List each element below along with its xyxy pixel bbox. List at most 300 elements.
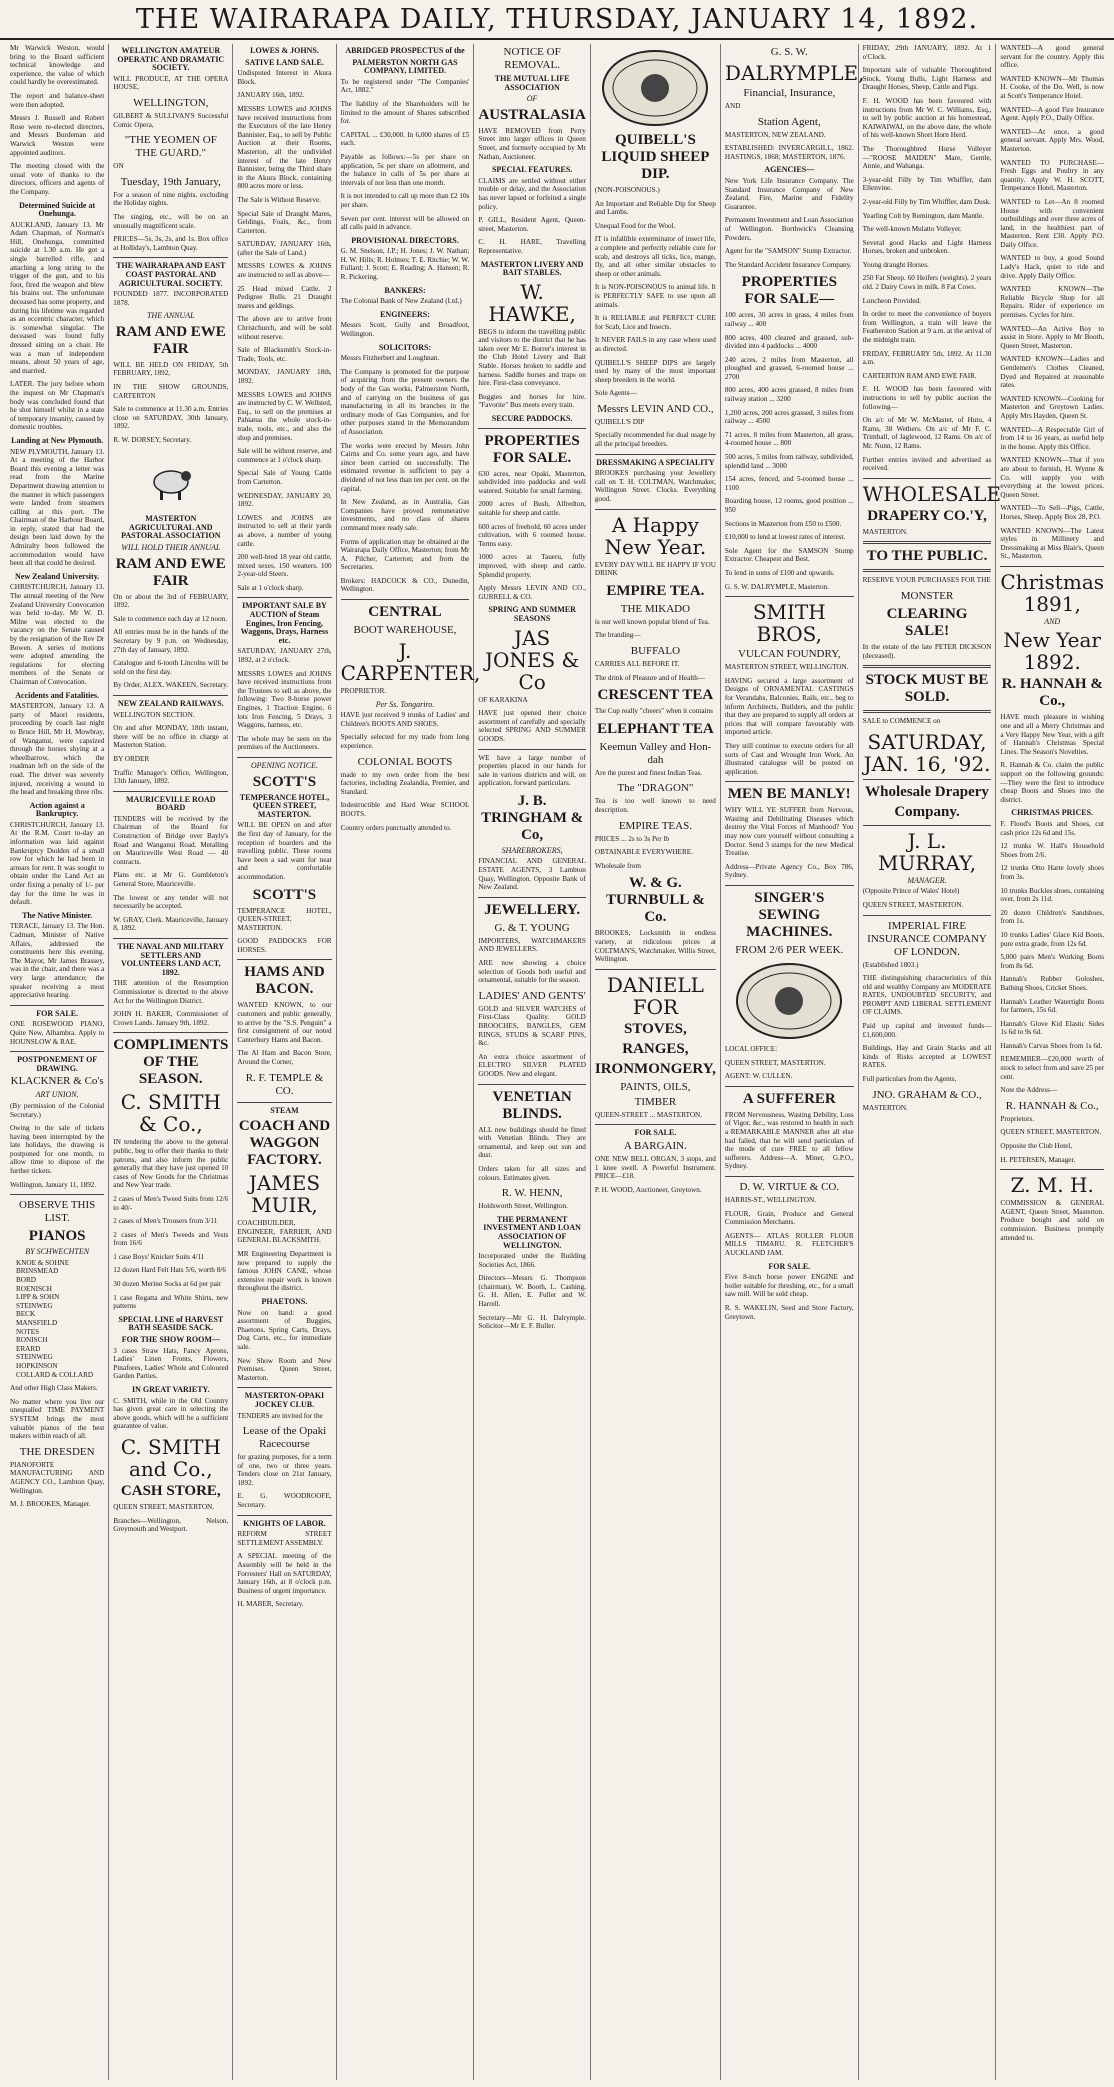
- paragraph: [863, 239, 992, 256]
- paragraph: [595, 631, 716, 640]
- paragraph: [237, 1492, 331, 1509]
- sub-display-heading: Tuesday, 19th January,: [120, 175, 221, 188]
- paragraph: [725, 1196, 854, 1205]
- paragraph: [1000, 1042, 1104, 1051]
- paragraph: £10,000 to lend at lowest rates of interest.: [724, 533, 846, 542]
- large-display-heading: SMITH BROS,: [752, 600, 826, 647]
- subheading: OPENING NOTICE.: [250, 760, 319, 770]
- paragraph: The branding—: [594, 631, 641, 640]
- paragraph: BY ORDER: [113, 754, 150, 763]
- paragraph: [595, 674, 716, 683]
- paragraph: [595, 769, 716, 778]
- paragraph: [1000, 1199, 1104, 1242]
- paragraph: [113, 213, 228, 230]
- paragraph: BROOKES purchasing your Jewellery call on T. H. COLTMAN, Watchmaker, Wellington Street. Clocks. Everything good.: [594, 469, 716, 504]
- paragraph: [1000, 1115, 1104, 1124]
- subheading: OF: [526, 94, 538, 104]
- divider: [237, 1102, 331, 1103]
- divider: [863, 541, 992, 544]
- paragraph: [595, 835, 716, 844]
- paragraph: H. MABER, Secretary.: [237, 1600, 304, 1609]
- paragraph: [10, 922, 104, 999]
- paragraph: WANTED KNOWN—Cooking for Masterton and Greytown Ladies. Apply Mrs Hayden, Queen St.: [1000, 394, 1104, 420]
- divider: [113, 791, 228, 792]
- paragraph: WHY WILL YE SUFFER from Nervous, Wasting and Debilitating Diseases which destroy the Vital Forces of Manhood? You may now cure yourself without consulting a Doctor. Send 3 stamps for the new Medical Treatise.: [724, 806, 854, 858]
- paragraph: To be registered under "The Companies' Act, 1882.": [340, 77, 470, 95]
- paragraph: [478, 328, 586, 388]
- paragraph: [113, 436, 228, 445]
- paragraph: [113, 681, 228, 690]
- heading: NEW ZEALAND RAILWAYS.: [117, 698, 224, 708]
- heading: BANKERS:: [384, 285, 426, 295]
- display-heading: W. & G. TURNBULL & Co.: [606, 875, 705, 926]
- paragraph: [1000, 842, 1104, 859]
- paragraph: [1000, 1156, 1104, 1165]
- sub-display-heading: G. & T. YOUNG: [494, 921, 570, 934]
- heading: TEMPERANCE HOTEL, QUEEN STREET, MASTERTON.: [239, 792, 330, 819]
- paragraph: [1000, 395, 1104, 421]
- paragraph: 100 acres, 30 acres in grass, 4 miles from railway ... 400: [724, 311, 854, 328]
- paragraph: Hannah's Glove Kid Elastic Sides 1s 6d to 9s 6d.: [1000, 1019, 1104, 1037]
- paragraph: MESSRS LOWES and JOHNS have received instructions from the Trustees to sell as above, the following: Two 8-horse power Engines, 1 Traction Engine, 6 lots Iron Fencing, 5 Drays, 3 Waggons, harness, etc.: [237, 669, 332, 730]
- paragraph: To lend in sums of £100 and upwards.: [724, 568, 835, 577]
- heading: FOR SALE.: [36, 1008, 79, 1018]
- paragraph: RESERVE YOUR PURCHASES FOR THE: [862, 576, 991, 585]
- large-display-heading: DANIELL FOR: [606, 972, 704, 1019]
- divider: [863, 665, 992, 668]
- list-item: ERARD: [16, 1344, 41, 1353]
- paragraph: [10, 1384, 104, 1393]
- paragraph: [1000, 1055, 1104, 1081]
- paragraph: 30 dozen Merino Socks at 6d per pair: [113, 1280, 222, 1289]
- paragraph: Proprietors.: [1000, 1114, 1035, 1123]
- sub-display-heading: TIMBER: [634, 1095, 677, 1108]
- paragraph: Yearling Colt by Remington, dam Mantle.: [862, 211, 984, 220]
- paragraph: [725, 583, 854, 592]
- paragraph: PIANOFORTE MANUFACTURING AND AGENCY CO., Lambton Quay, Wellington.: [10, 1460, 105, 1495]
- paragraph: Owing to the sale of tickets having been interrupted by the late holidays, the drawing is postponed for one month, to allow time to dispose of the further tickets.: [10, 1124, 105, 1176]
- large-display-heading: New Year 1892.: [1003, 628, 1101, 675]
- divider: [863, 825, 992, 826]
- paragraph: M. J. BROOKES, Manager.: [10, 1500, 91, 1509]
- paragraph: [341, 538, 470, 572]
- paragraph: [237, 735, 331, 752]
- paragraph: WANTED—To Sell—Pigs, Cattle, Horses, Sheep. Apply Box 28, P.O.: [1000, 504, 1104, 521]
- paragraph: MESSRS LOWES and JOHNS have received instructions from the Executors of the late Henry Bannister, Esq., to sell by Public Auction at their Rooms, Masterton, all the undivided interest of the late Henry Bannister, being the Third share in the Akura Block, containing 800 acres more or less.: [237, 104, 332, 191]
- paragraph: WANTED KNOWN—Ladies and Gentlemen's Clothes Cleaned, Dyed and Repaired at reasonable rates.: [1000, 355, 1104, 390]
- paragraph: [725, 677, 854, 737]
- paragraph: FLOUR, Grain, Produce and General Commission Merchants.: [724, 1209, 854, 1227]
- paragraph: [237, 315, 331, 341]
- paragraph: Orders taken for all sizes and colours. Estimates given.: [478, 1164, 586, 1182]
- paragraph: COMMISSION & GENERAL AGENT, Queen Street, Masterton. Produce bought and sold on commission. Business promptly attended to.: [1000, 1199, 1104, 1242]
- paragraph: [113, 1195, 228, 1212]
- paragraph: HAVE much pleasure in wishing one and all a Merry Christmas and a Very Happy New Year, with a gift of Hannah's Christmas Special Lines. The Season's Novelties.: [1000, 713, 1104, 756]
- paragraph: The lowest or any tender will not necessarily be accepted.: [113, 893, 229, 911]
- paragraph: [237, 69, 331, 86]
- display-heading: HAMS AND BACON.: [244, 964, 325, 998]
- heading: ENGINEERS:: [380, 309, 430, 319]
- paragraph: Hannah's Carvas Shoes from 1s 6d.: [1000, 1041, 1103, 1050]
- paragraph: [1000, 713, 1104, 756]
- paragraph: [725, 520, 854, 529]
- paragraph: [478, 553, 586, 579]
- paragraph: [237, 647, 331, 664]
- paragraph: [237, 1453, 331, 1487]
- paragraph: ARE now showing a choice selection of Goods both useful and ornamental, suitable for the season.: [478, 959, 586, 985]
- paragraph: 25 Head mixed Cattle. 2 Pedigree Bulls. 21 Draught mares and geldings.: [237, 284, 332, 310]
- sub-display-heading: Lease of the Opaki Racecourse: [242, 1425, 327, 1451]
- paragraph: [113, 724, 228, 750]
- display-heading: QUIBELL'S LIQUID SHEEP DIP.: [601, 132, 710, 182]
- paragraph: AND: [724, 102, 741, 110]
- large-display-heading: C. SMITH and Co.,: [120, 1434, 221, 1481]
- paragraph: [237, 514, 331, 548]
- display-heading: RANGES,: [622, 1040, 689, 1057]
- paragraph: [725, 1304, 854, 1321]
- paragraph: [113, 405, 228, 431]
- subheading: MANAGER.: [907, 875, 947, 885]
- heading: WELLINGTON AMATEUR OPERATIC AND DRAMATIC SOCIETY.: [117, 46, 225, 73]
- paragraph: R. S. WAKELIN, Seed and Store Factory, Greytown.: [724, 1303, 854, 1321]
- paragraph: [237, 210, 331, 236]
- paragraph: [1000, 75, 1104, 101]
- divider: [113, 257, 228, 258]
- paragraph: WANTED KNOWN—That if you are about to furnish, H. Wynne & Co. will supply you with everything at the lowest prices. Queen Street.: [1000, 456, 1104, 499]
- heading: CHRISTMAS PRICES.: [1011, 808, 1094, 818]
- paragraph: No matter where you live our unequalled TIME PAYMENT SYSTEM brings the most valuable pianos of the best makers within reach of all.: [10, 1397, 105, 1441]
- paragraph: F. H. WOOD has been favoured with instructions from Mr W. C. Williams, Esq., to sell by public auction at his homestead, KAIWAIWAI, on the above date, the whole of his well-known Short Horn Herd.: [862, 96, 992, 140]
- paragraph: Agent for the "SAMSON" Stump Extractor.: [724, 247, 852, 256]
- paragraph: REFORM STREET SETTLEMENT ASSEMBLY.: [237, 1530, 332, 1547]
- large-display-heading: WHOLESALE: [862, 481, 1001, 506]
- paragraph: 2-year-old Filly by Tim Whiffler, dam Dusk.: [862, 197, 991, 206]
- divider: [863, 569, 992, 572]
- paragraph: [10, 1020, 104, 1046]
- display-heading: TO THE PUBLIC.: [866, 548, 988, 565]
- paragraph: IN THE SHOW GROUNDS, CARTERTON: [113, 383, 229, 400]
- paragraph: Incorporated under the Building Societies Act, 1866.: [478, 1252, 586, 1269]
- paragraph: 12 trunks Otto Harte lovely shoes from 3s.: [1000, 864, 1104, 881]
- paragraph: 3 cases Straw Hats, Fancy Aprons, Ladies' Linen Fronts, Flowers, Pinafores, Ladies' Whole and Coloured Garden Parties.: [113, 1346, 229, 1381]
- paragraph: The above are to arrive from Christchurch, and will be sold without reserve.: [237, 315, 332, 341]
- paragraph: It is NON-POISONOUS to animal life. It is PERFECTLY SAFE to use upon all animals.: [594, 283, 716, 309]
- paragraph: 1 case Boys' Knicker Suits 4/11: [113, 1252, 205, 1261]
- paragraph: [478, 523, 586, 549]
- display-heading: COMPLIMENTS OF THE SEASON.: [113, 1037, 229, 1088]
- column-7: [721, 44, 865, 2080]
- paragraph: [725, 247, 854, 256]
- paragraph: 500 acres, 5 miles from railway, subdivided, splendid land ... 3000: [724, 453, 854, 470]
- paragraph: [595, 1186, 716, 1195]
- heading: PROVISIONAL DIRECTORS.: [351, 235, 459, 245]
- paragraph: [595, 186, 716, 195]
- paragraph: [478, 696, 586, 705]
- divider: [863, 915, 992, 916]
- paragraph: [113, 628, 228, 654]
- paragraph: HAVING secured a large assortment of Designs of ORNAMENTAL CASTINGS for Verandahs, Balconies, Rails, etc., beg to inform Architects, Builders, and the public that they are prepared to supply all orders at prices that will compare favourably with imported article.: [724, 676, 854, 737]
- paragraph: [10, 162, 104, 196]
- paragraph: [478, 1314, 586, 1331]
- heading: IMPORTANT SALE BY AUCTION of Steam Engines, Iron Fencing, Waggons, Drays, Harness etc.: [240, 601, 329, 645]
- paragraph: 2000 acres of Bush, Alfredton, suitable for sheep and cattle.: [478, 500, 586, 517]
- list-item: STEINWEG: [16, 1353, 53, 1362]
- paragraph: In the estate of the late PETER DICKSON (deceased).: [862, 642, 992, 660]
- paragraph: [725, 1210, 854, 1227]
- list-item: LIPP & SOHN: [16, 1293, 60, 1302]
- paragraph: [725, 1111, 854, 1171]
- paragraph: 1 case Regatta and White Shirts, new patterns: [113, 1293, 229, 1311]
- subheading: SHAREBROKERS,: [501, 845, 563, 855]
- paragraph: 800 acres, 400 cleared and grassed, sub-divided into 4 paddocks ... 4000: [724, 333, 854, 351]
- paragraph: [113, 112, 228, 129]
- paragraph: Specially selected for my trade from long experience.: [340, 733, 470, 751]
- paragraph: [595, 418, 716, 427]
- sub-display-heading: THE DRESDEN: [19, 1445, 95, 1458]
- large-display-heading: Christmas 1891,: [1000, 569, 1104, 616]
- paragraph: WANTED—At once, a good general servant. Apply Mrs. Wood, Masterton.: [1000, 127, 1104, 153]
- heading: FOR SALE.: [768, 1261, 811, 1271]
- paragraph: [113, 1010, 228, 1027]
- paragraph: [341, 801, 470, 818]
- large-display-heading: JAS JONES & Co: [484, 625, 580, 694]
- paragraph: [725, 311, 854, 328]
- paragraph: R. W. DORSEY, Secretary.: [113, 436, 192, 445]
- sub-display-heading: JNO. GRAHAM & CO.,: [872, 1088, 982, 1101]
- paragraph: [595, 431, 716, 448]
- paragraph: (By permission of the Colonial Secretary.): [10, 1101, 105, 1119]
- heading: THE MUTUAL LIFE ASSOCIATION: [494, 74, 570, 92]
- paragraph: E. G. WOODROOFE, Secretary.: [237, 1492, 332, 1510]
- paragraph: TENDERS are invited for the: [237, 1411, 323, 1420]
- paragraph: EVERY DAY WILL BE HAPPY IF YOU DRINK: [594, 560, 716, 578]
- paragraph: The Thoroughbred Horse Volleyer—"ROOSE MAIDEN" Mare, Gentle, Annie, and Wahanga.: [862, 144, 992, 171]
- heading: The Native Minister.: [22, 910, 93, 920]
- newspaper-columns: [6, 44, 1108, 2080]
- paragraph: QUEEN STREET, MASTERTON.: [113, 1502, 215, 1511]
- paragraph: CLAIMS are settled without either trouble or delay, and the Association has never lapsed or forfeited a single policy.: [478, 176, 586, 211]
- paragraph: On and after MONDAY, 18th instant, there will be no office in charge at Masterton Station.: [113, 724, 229, 750]
- display-heading: J. B. TRINGHAM & Co,: [481, 792, 584, 843]
- paragraph: [1000, 1142, 1104, 1151]
- paragraph: [1000, 975, 1104, 992]
- paragraph: G. S. W. DALRYMPLE, Masterton.: [724, 582, 829, 591]
- paragraph: CAPITAL ... £30,000. In 6,000 shares of £5 each.: [340, 130, 470, 148]
- divider: [237, 959, 331, 960]
- divider: [237, 1515, 331, 1516]
- paragraph: [595, 862, 716, 871]
- paragraph: [341, 153, 470, 187]
- divider: [113, 1032, 228, 1033]
- paragraph: [478, 1053, 586, 1079]
- paragraph: [725, 216, 854, 242]
- paragraph: [863, 1022, 992, 1039]
- paragraph: [113, 1231, 228, 1248]
- paragraph: Sale of Blacksmith's Stock-in-Trade, Tools, etc.: [237, 346, 332, 363]
- paragraph: AGENTS— ATLAS ROLLER FLOUR MILLS TIMARU. R. FLETCHER'S AUCKLAND JAM.: [724, 1231, 854, 1257]
- paragraph: [237, 937, 331, 954]
- paragraph: The report and balance-sheet were then adopted.: [10, 91, 105, 109]
- paragraph: [341, 354, 470, 363]
- paragraph: Secretary—Mr G. H. Dalrymple. Solicitor—Mr E. F. Buller.: [478, 1313, 586, 1331]
- paragraph: [725, 453, 854, 470]
- paragraph: [725, 356, 854, 382]
- paragraph: [725, 102, 854, 111]
- paragraph: [725, 144, 854, 161]
- paragraph: By Order, ALEX. WAKEEN, Secretary.: [113, 681, 229, 690]
- display-heading: SINGER'S SEWING MACHINES.: [746, 890, 833, 941]
- paragraph: [725, 547, 854, 564]
- heading: LOWES & JOHNS.: [250, 46, 319, 55]
- paragraph: [863, 274, 992, 291]
- paragraph: [113, 769, 228, 786]
- paragraph: [478, 1126, 586, 1160]
- heading: Landing at New Plymouth.: [11, 435, 104, 445]
- paragraph: [725, 1273, 854, 1299]
- paragraph: [863, 717, 992, 726]
- paragraph: [863, 372, 992, 381]
- paragraph: [1000, 355, 1104, 389]
- paragraph: Directors—Messrs G. Thompson (chairman), W. Booth, L. Cashing, G. H. Allen, E. Fuller and W. Harrell.: [478, 1274, 586, 1309]
- paragraph: [237, 262, 331, 279]
- paragraph: [863, 225, 992, 234]
- paragraph: [10, 380, 104, 432]
- paragraph: [237, 1530, 331, 1547]
- paragraph: [1000, 931, 1104, 948]
- paragraph: LOCAL OFFICE:: [724, 1045, 778, 1054]
- paragraph: [595, 222, 716, 231]
- paragraph: C. SMITH, while in the Old Country has given great care in selecting the above goods, which will be a sufficient guarantee of value.: [113, 1396, 229, 1431]
- paragraph: 240 acres, 2 miles from Masterton, all ploughed and grassed, 6-roomed house ... 2700: [724, 355, 854, 381]
- heading: THE WAIRARAPA AND EAST COAST PASTORAL AND AGRICULTURAL SOCIETY.: [116, 261, 226, 288]
- paragraph: [113, 1253, 228, 1262]
- heading: THE PERMANENT INVESTMENT AND LOAN ASSOCIATION OF WELLINGTON.: [483, 1214, 581, 1250]
- paragraph: [237, 240, 331, 257]
- sub-display-heading: R. F. TEMPLE & CO.: [245, 1071, 324, 1097]
- paragraph: [113, 1138, 228, 1190]
- paragraph: [863, 1075, 992, 1084]
- sub-display-heading: PAINTS, OILS,: [620, 1080, 691, 1093]
- paragraph: [113, 1294, 228, 1311]
- list-item: COLLARD & COLLARD: [16, 1370, 94, 1379]
- heading: POSTPONEMENT OF DRAWING.: [17, 1055, 98, 1073]
- paragraph: [237, 670, 331, 730]
- paragraph: [10, 702, 104, 797]
- heading: IN GREAT VARIETY.: [132, 1385, 210, 1394]
- paragraph: [237, 1412, 331, 1421]
- paragraph: [725, 1059, 854, 1068]
- paragraph: [863, 974, 992, 1017]
- paragraph: Catalogue and 6-tooth Lincolns will be sold on the first day.: [113, 659, 229, 676]
- paragraph: [113, 1517, 228, 1534]
- paragraph: [725, 497, 854, 514]
- paragraph: QUIBELL'S SHEEP DIPS are largely used by many of the most important sheep breeders in the world.: [594, 358, 716, 384]
- paragraph: [1000, 426, 1104, 452]
- paragraph: It NEVER FAILS in any case where used as directed.: [594, 336, 716, 353]
- paragraph: 5,000 pairs Men's Working Boots from 8s 6d.: [1000, 953, 1104, 970]
- paragraph: 250 Fat Sheep. 60 Heifers (weights). 2 years old. 2 Dairy Cows in milk. 8 Fat Cows.: [862, 274, 992, 292]
- paragraph: [1000, 504, 1104, 521]
- divider: [725, 781, 854, 782]
- paragraph: [237, 391, 331, 443]
- divider: [595, 509, 716, 510]
- paragraph: [113, 755, 228, 764]
- paragraph: 10 trunks Ladies' Glace Kid Boots, pure extra grade, from 12s 6d.: [1000, 930, 1104, 948]
- paragraph: 2 cases of Men's Tweeds and Vests from 16/6: [113, 1230, 229, 1248]
- paragraph: COACHBUILDER, ENGINEER, FARRIER, AND GENERAL BLACKSMITH.: [237, 1219, 332, 1245]
- paragraph: Mr Warwick Weston, would bring to the Board sufficient technical knowledge and experience, the value of which could hardly be overestimated.: [10, 44, 105, 87]
- sheep-emblem-icon: [113, 450, 228, 511]
- paragraph: [10, 1181, 104, 1190]
- paragraph: [478, 857, 586, 891]
- paragraph: [10, 1461, 104, 1495]
- paragraph: [725, 431, 854, 448]
- paragraph: [341, 733, 470, 750]
- paragraph: [595, 1155, 716, 1181]
- paragraph: [863, 297, 992, 306]
- singers-sewing-machine-emblem: [725, 961, 854, 1041]
- large-display-heading: A Happy New Year.: [604, 512, 707, 559]
- divider: [478, 897, 586, 898]
- paragraph: Sale at 1 o'clock sharp.: [237, 583, 304, 592]
- heading: MAURICEVILLE ROAD BOARD: [126, 794, 216, 813]
- paragraph: [237, 553, 331, 579]
- paragraph: [1000, 887, 1104, 904]
- paragraph: THE distinguishing characteristics of this old and wealthy Company are MODERATE RATES, UNDOUBTED SECURITY, and PROMPT AND LIBERAL SETTLEMENT OF CLAIMS.: [862, 974, 992, 1017]
- paragraph: [863, 212, 992, 221]
- paragraph: The drink of Pleasure and of Health—: [594, 673, 706, 682]
- paragraph: HAVE just received 9 trunks of Ladies' and Children's BOOTS AND SHOES.: [340, 711, 470, 728]
- paragraph: [595, 707, 716, 716]
- paragraph: P. H. WOOD, Auctioneer, Greytown.: [594, 1185, 702, 1194]
- paragraph: [341, 192, 470, 209]
- paragraph: [595, 389, 716, 398]
- display-heading: JEWELLERY.: [484, 901, 581, 918]
- paragraph: [478, 1202, 586, 1211]
- paragraph: ONE NEW BELL ORGAN, 3 stops, and 1 knee swell. A Powerful Instrument. PRICE—£18.: [594, 1154, 716, 1181]
- paragraph: FRIDAY, 29th JANUARY, 1892. At 1 o'Clock.: [862, 44, 992, 61]
- paragraph: [237, 368, 331, 385]
- column-1: [6, 44, 109, 2080]
- list-item: BRINSMEAD: [16, 1267, 59, 1276]
- paragraph: [341, 321, 470, 338]
- paragraph: [341, 577, 470, 594]
- paragraph: [1000, 285, 1104, 319]
- divider: [725, 596, 854, 597]
- paragraph: for grazing purposes, for a term of one, two or three years. Tenders close on 21st January, 1892.: [237, 1453, 332, 1487]
- paragraph: [237, 447, 331, 464]
- paragraph: The singing, etc., will be on an unusually magnificent scale.: [113, 212, 229, 230]
- paragraph: 3-year-old Filly by Tim Whiffler, dam Ellenvine.: [862, 175, 992, 193]
- heading: SPRING AND SUMMER SEASONS: [488, 605, 576, 623]
- paragraph: [478, 1252, 586, 1269]
- divider: [478, 1084, 586, 1085]
- paragraph: [478, 584, 586, 601]
- heading: Determined Suicide at Onehunga.: [19, 200, 96, 219]
- paragraph: PROPRIETOR.: [340, 687, 387, 696]
- paragraph: 630 acres, near Opaki, Masterton, subdivided into paddocks and well watered. Suitable for small farming.: [478, 469, 586, 495]
- heading: New Zealand University.: [15, 571, 100, 581]
- display-heading: PIANOS: [28, 1228, 86, 1245]
- paragraph: Indestructible and Hard Wear SCHOOL BOOTS.: [340, 801, 470, 818]
- paragraph: WEDNESDAY, JANUARY 20, 1892.: [237, 491, 332, 509]
- paragraph: WANTED KNOWN, to our customers and public generally, to arrive by the "S.S. Penguin" a first consignment of our noted Canterbury Hams and Bacon.: [237, 1001, 332, 1044]
- list-item: HOPKINSON: [16, 1361, 58, 1370]
- display-heading: Wholesale Drapery: [865, 783, 989, 800]
- paragraph: [10, 221, 104, 376]
- paragraph: [595, 336, 716, 353]
- paragraph: [237, 285, 331, 311]
